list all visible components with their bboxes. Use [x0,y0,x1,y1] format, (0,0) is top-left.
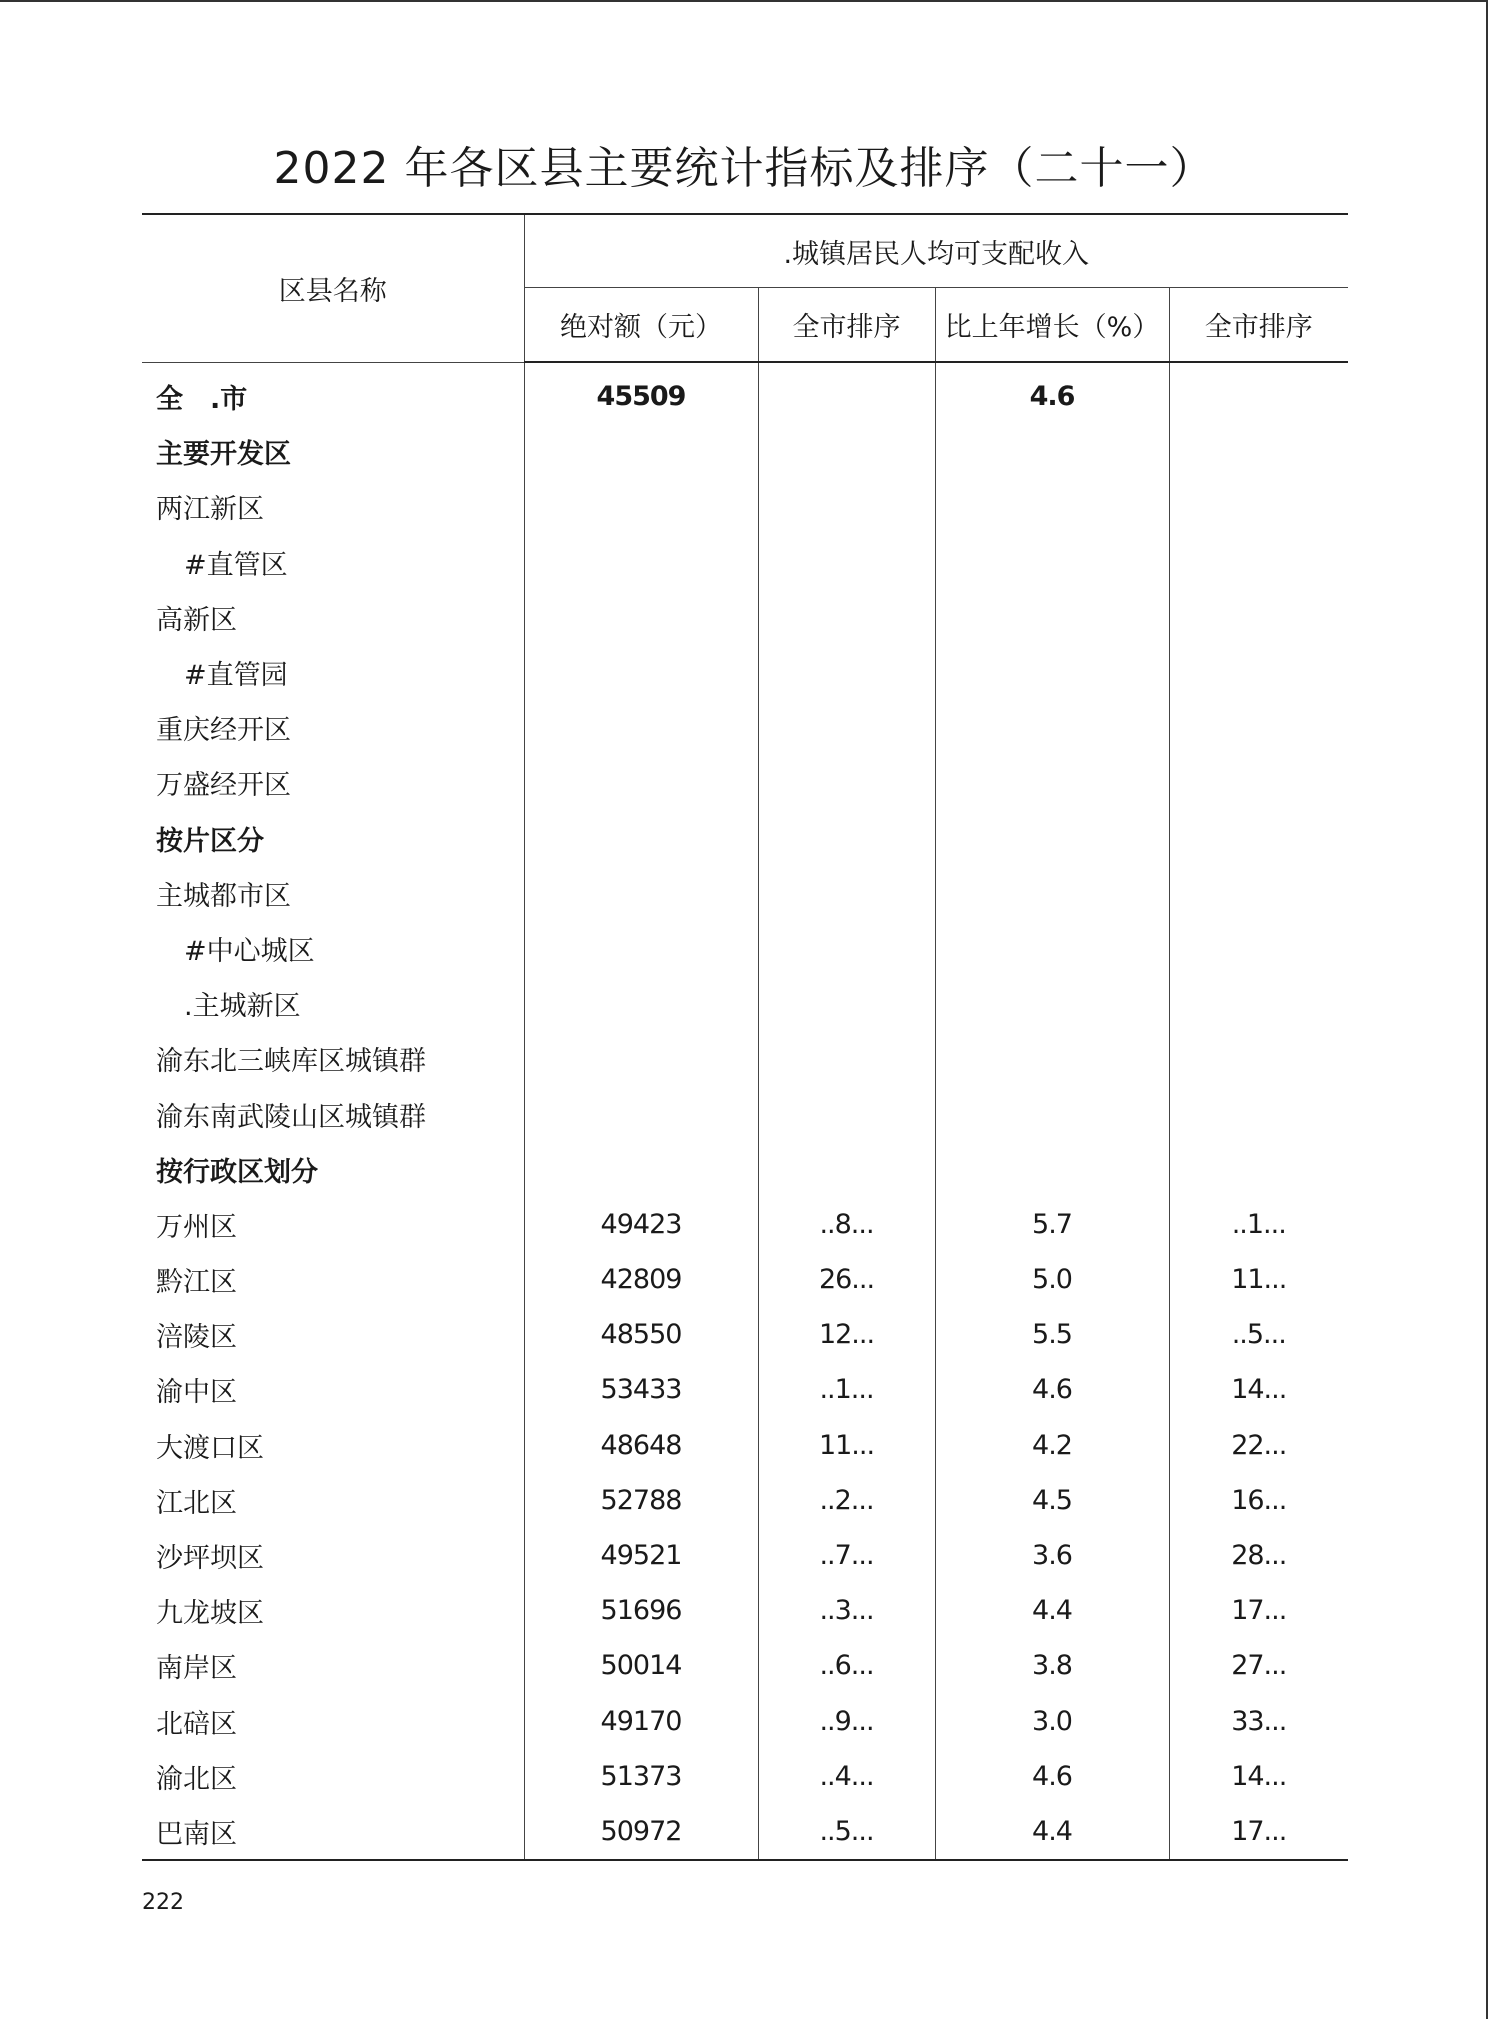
table-row [142,1197,1348,1252]
statistics-table [142,213,1348,1861]
row-name: 沙坪坝区 [142,1528,524,1583]
page-title: 2022 年各区县主要统计指标及排序（二十一） [273,143,1215,194]
table-row [142,1473,1348,1528]
cell-amount: 50972 [524,1804,758,1860]
table-row [142,755,1348,810]
cell-amount: 49423 [524,1197,758,1252]
cell-growth-rank: 14... [1231,1760,1287,1792]
table-row [142,1307,1348,1362]
cell-amount: 51373 [524,1749,758,1804]
cell-growth-rank: 11... [1231,1264,1287,1296]
cell-amount [524,645,758,700]
cell-amount-rank [758,424,935,479]
cell-growth-rank: ..1... [1231,1208,1286,1240]
row-name: 万州区 [142,1197,524,1252]
cell-amount [524,700,758,755]
cell-growth [935,811,1169,866]
cell-growth: 4.2 [935,1418,1169,1473]
cell-growth-rank [1169,362,1348,424]
cell-amount-rank: ..1... [758,1362,935,1417]
cell-growth-rank: 22... [1231,1429,1287,1461]
cell-growth: 3.0 [935,1694,1169,1749]
cell-growth: 5.7 [935,1197,1169,1252]
district-name-header: 区县名称 [142,214,524,362]
cell-amount [524,424,758,479]
row-name: 高新区 [142,590,524,645]
table-row [142,479,1348,534]
page-number: 222 [142,1890,184,1915]
cell-amount: 48550 [524,1307,758,1362]
cell-amount-rank [758,479,935,534]
table-row [142,645,1348,700]
cell-growth-rank [1169,1142,1348,1197]
cell-amount: 48648 [524,1418,758,1473]
table-row [142,976,1348,1031]
cell-growth [935,535,1169,590]
row-name: 九龙坡区 [142,1583,524,1638]
table-row [142,1086,1348,1141]
cell-growth: 5.5 [935,1307,1169,1362]
row-name: 主要开发区 [142,424,524,479]
table-row [142,1804,1348,1860]
cell-growth-rank: 28... [1231,1540,1287,1572]
row-name: #中心城区 [142,921,524,976]
table-row [142,1583,1348,1638]
cell-growth-rank [1169,866,1348,921]
cell-amount-rank: ..3... [758,1583,935,1638]
cell-amount-rank [758,700,935,755]
cell-growth-rank: 16... [1231,1484,1287,1516]
growth-rate-header: 比上年增长（%） [935,288,1169,363]
table-row [142,700,1348,755]
row-name: 江北区 [142,1473,524,1528]
table-row [142,1638,1348,1693]
cell-amount-rank: 12... [758,1307,935,1362]
table-row [142,921,1348,976]
cell-amount [524,1086,758,1141]
cell-growth [935,866,1169,921]
cell-amount: 42809 [524,1252,758,1307]
cell-growth: 5.0 [935,1252,1169,1307]
cell-growth-rank [1169,700,1348,755]
cell-amount-rank [758,1031,935,1086]
page-top-border [0,0,1488,2]
table-row [142,811,1348,866]
cell-growth: 3.6 [935,1528,1169,1583]
cell-growth-rank: 17... [1169,1804,1348,1860]
table-row [142,1749,1348,1804]
row-name: 渝北区 [142,1749,524,1804]
table-row [142,535,1348,590]
cell-growth [935,590,1169,645]
cell-growth-rank [1169,976,1348,1031]
cell-amount: 45509 [524,362,758,424]
cell-amount: 49170 [524,1694,758,1749]
cell-amount-rank [758,921,935,976]
cell-growth: 4.6 [935,1362,1169,1417]
cell-growth [935,645,1169,700]
row-name: 渝中区 [142,1362,524,1417]
table-row [142,1031,1348,1086]
cell-amount-rank: ..8... [758,1197,935,1252]
cell-growth [935,1031,1169,1086]
row-name: 黔江区 [142,1252,524,1307]
table-row [142,1418,1348,1473]
cell-growth [935,921,1169,976]
cell-growth-rank [1169,479,1348,534]
cell-amount-rank [758,362,935,424]
cell-amount-rank [758,866,935,921]
cell-amount-rank: ..9... [758,1694,935,1749]
cell-amount-rank: ..2... [758,1473,935,1528]
table-row [142,1528,1348,1583]
cell-amount [524,1031,758,1086]
cell-amount [524,811,758,866]
cell-amount [524,479,758,534]
income-group-header: .城镇居民人均可支配收入 [524,214,1348,288]
cell-growth [935,424,1169,479]
cell-amount-rank [758,590,935,645]
cell-amount [524,755,758,810]
cell-growth [935,1142,1169,1197]
table-row [142,424,1348,479]
cell-growth-rank: 14... [1231,1374,1287,1406]
row-name: 北碚区 [142,1694,524,1749]
row-name: 巴南区 [142,1804,524,1860]
cell-amount-rank: ..4... [758,1749,935,1804]
cell-growth-rank [1169,535,1348,590]
cell-growth-rank [1169,1086,1348,1141]
cell-growth-rank: 33... [1231,1705,1287,1737]
table-row [142,1362,1348,1417]
cell-amount [524,1142,758,1197]
cell-growth: 4.6 [935,362,1169,424]
table-row [142,1694,1348,1749]
row-name: 按片区分 [142,811,524,866]
cell-amount: 50014 [524,1638,758,1693]
cell-growth [935,700,1169,755]
cell-growth: 4.6 [935,1749,1169,1804]
cell-growth [935,755,1169,810]
cell-amount [524,976,758,1031]
cell-amount: 53433 [524,1362,758,1417]
cell-amount: 49521 [524,1528,758,1583]
row-name: 万盛经开区 [142,755,524,810]
cell-amount: 52788 [524,1473,758,1528]
row-name: 两江新区 [142,479,524,534]
cell-amount-rank [758,976,935,1031]
table-row [142,362,1348,424]
cell-growth-rank [1169,590,1348,645]
cell-amount-rank: ..5... [758,1804,935,1860]
cell-amount-rank [758,535,935,590]
amount-rank-header: 全市排序 [758,288,935,363]
absolute-amount-header: 绝对额（元） [524,288,758,363]
cell-growth: 3.8 [935,1638,1169,1693]
cell-growth: 4.5 [935,1473,1169,1528]
cell-growth [935,1086,1169,1141]
cell-growth: 4.4 [935,1583,1169,1638]
cell-growth-rank [1169,921,1348,976]
cell-growth-rank [1169,755,1348,810]
cell-growth: 4.4 [935,1804,1169,1860]
table-row [142,1252,1348,1307]
row-name: 涪陵区 [142,1307,524,1362]
cell-amount-rank: 26... [758,1252,935,1307]
row-name: 大渡口区 [142,1418,524,1473]
cell-amount [524,590,758,645]
cell-amount-rank [758,811,935,866]
cell-growth-rank [1169,424,1348,479]
row-name: #直管园 [142,645,524,700]
cell-growth-rank [1169,645,1348,700]
cell-amount-rank [758,755,935,810]
table-row [142,1142,1348,1197]
row-name: 渝东南武陵山区城镇群 [142,1086,524,1141]
cell-amount-rank [758,1086,935,1141]
cell-growth [935,479,1169,534]
cell-growth-rank: 27... [1231,1650,1287,1682]
growth-rank-header: 全市排序 [1169,288,1348,363]
cell-amount-rank [758,1142,935,1197]
table-row [142,866,1348,921]
row-name: 重庆经开区 [142,700,524,755]
row-name: .主城新区 [142,976,524,1031]
cell-growth-rank [1169,811,1348,866]
row-name: 全 .市 [142,362,524,424]
cell-amount-rank: ..6... [758,1638,935,1693]
cell-growth-rank: 17... [1231,1595,1287,1627]
cell-amount [524,535,758,590]
cell-amount-rank [758,645,935,700]
cell-growth [935,976,1169,1031]
row-name: 南岸区 [142,1638,524,1693]
cell-amount-rank: 11... [758,1418,935,1473]
row-name: 按行政区划分 [142,1142,524,1197]
row-name: 主城都市区 [142,866,524,921]
table-row [142,590,1348,645]
cell-growth-rank: ..5... [1231,1319,1286,1351]
cell-amount: 51696 [524,1583,758,1638]
cell-growth-rank [1169,1031,1348,1086]
row-name: #直管区 [142,535,524,590]
cell-amount [524,866,758,921]
cell-amount [524,921,758,976]
row-name: 渝东北三峡库区城镇群 [142,1031,524,1086]
cell-amount-rank: ..7... [758,1528,935,1583]
